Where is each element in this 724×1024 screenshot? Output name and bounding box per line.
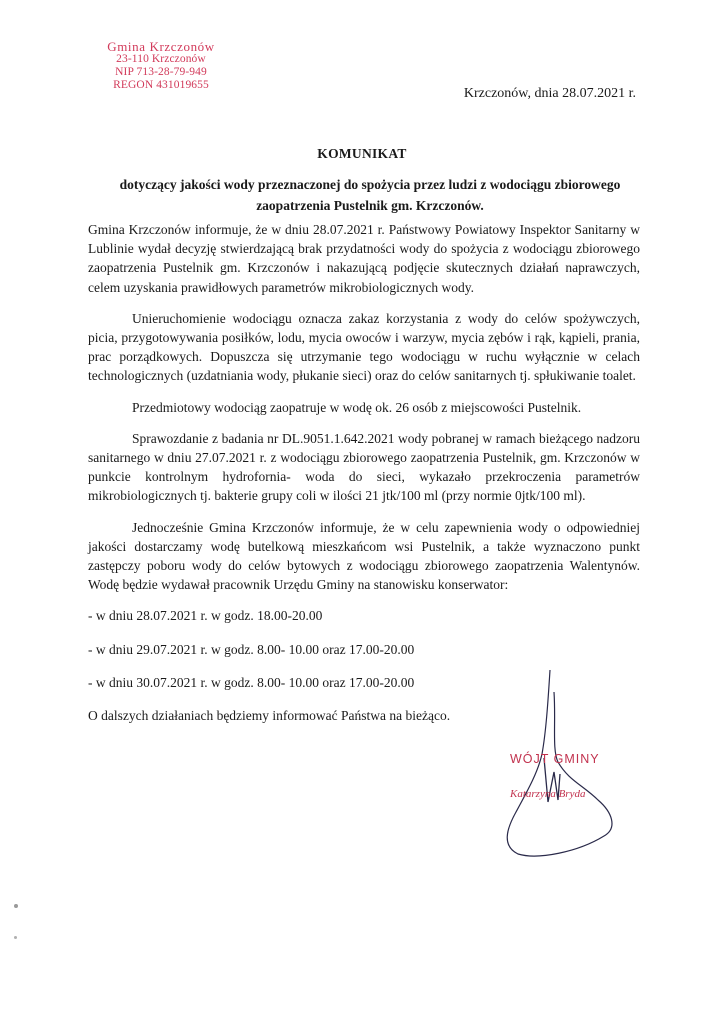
signature-role: WÓJT GMINY: [510, 752, 600, 766]
paragraph-replacement: Jednocześnie Gmina Krzczonów informuje, że w celu zapewnienia wody o odpowiedniej jakości dostarczamy wodę butelkową mieszkańcom wsi Pustelnik, a także wyznaczono punkt zastępczy poboru wody do celów bytowych z wodociągu zbiorowego zaopatrzenia Walentynów. Wodę będzie wydawał pracownik Urzędu Gminy na stanowisku konserwator:: [88, 519, 640, 593]
paragraph-population: Przedmiotowy wodociąg zaopatruje w wodę ok. 26 osób z miejscowości Pustelnik.: [132, 399, 582, 415]
stamp-address: 23-110 Krzczonów: [116, 53, 206, 65]
paragraph-closing: O dalszych działaniach będziemy informować Państwa na bieżąco.: [88, 708, 451, 724]
scan-speck: [14, 904, 18, 908]
scan-speck: [14, 936, 17, 939]
stamp-regon: REGON 431019655: [113, 79, 209, 91]
document-body: [88, 220, 640, 737]
signature-block: [498, 662, 638, 862]
stamp-nip: NIP 713-28-79-949: [115, 66, 207, 78]
paragraph-report: Sprawozdanie z badania nr DL.9051.1.642.2021 wody pobranej w ramach bieżącego nadzoru sanitarnego w dniu 27.07.2021 r. z wodociągu zbiorowego zaopatrzenia Pustelnik, gm. Krzczonów w punkcie kontrolnym hydrofornia- woda do sieci, wykazało przekroczenia parametrów mikrobiologicznych tj. bakterie grupy coli w ilości 21 jtk/100 ml (przy normie 0jtk/100 ml).: [88, 430, 640, 504]
office-stamp: [86, 40, 236, 92]
schedule-item: - w dniu 28.07.2021 r. w godz. 18.00-20.00: [88, 608, 323, 624]
stamp-name: Gmina Krzczonów: [107, 39, 215, 54]
document-subtitle: dotyczący jakości wody przeznaczonej do spożycia przez ludzi z wodociągu zbiorowego zaopatrzenia Pustelnik gm. Krzczonów.: [119, 177, 621, 213]
paragraph-restrictions: Unieruchomienie wodociągu oznacza zakaz korzystania z wody do celów spożywczych, picia, przygotowywania posiłków, lodu, mycia owoców i warzyw, mycia zębów i rąk, kąpieli, prania, prac porządkowych. Dopuszcza się utrzymanie tego wodociągu w ruchu wyłącznie w celach technologicznych (uzdatniania wody, płukanie sieci) oraz do celów sanitarnych tj. spłukiwanie toalet.: [88, 310, 640, 384]
schedule-item: - w dniu 30.07.2021 r. w godz. 8.00- 10.00 oraz 17.00-20.00: [88, 674, 415, 690]
document-title: KOMUNIKAT: [317, 146, 407, 161]
paragraph-intro: Gmina Krzczonów informuje, że w dniu 28.07.2021 r. Państwowy Powiatowy Inspektor Sanitarny w Lublinie wydał decyzję stwierdzającą brak przydatności wody do spożycia z wodociągu zbiorowego zaopatrzenia Pustelnik gm. Krzczonów i nakazującą podjęcie skutecznych działań naprawczych, celem uzyskania prawidłowych parametrów mikrobiologicznych wody.: [88, 222, 640, 295]
schedule-item: - w dniu 29.07.2021 r. w godz. 8.00- 10.00 oraz 17.00-20.00: [88, 641, 415, 657]
date-line: Krzczonów, dnia 28.07.2021 r.: [463, 86, 636, 101]
signature-name: Katarzyna Bryda: [510, 788, 586, 800]
